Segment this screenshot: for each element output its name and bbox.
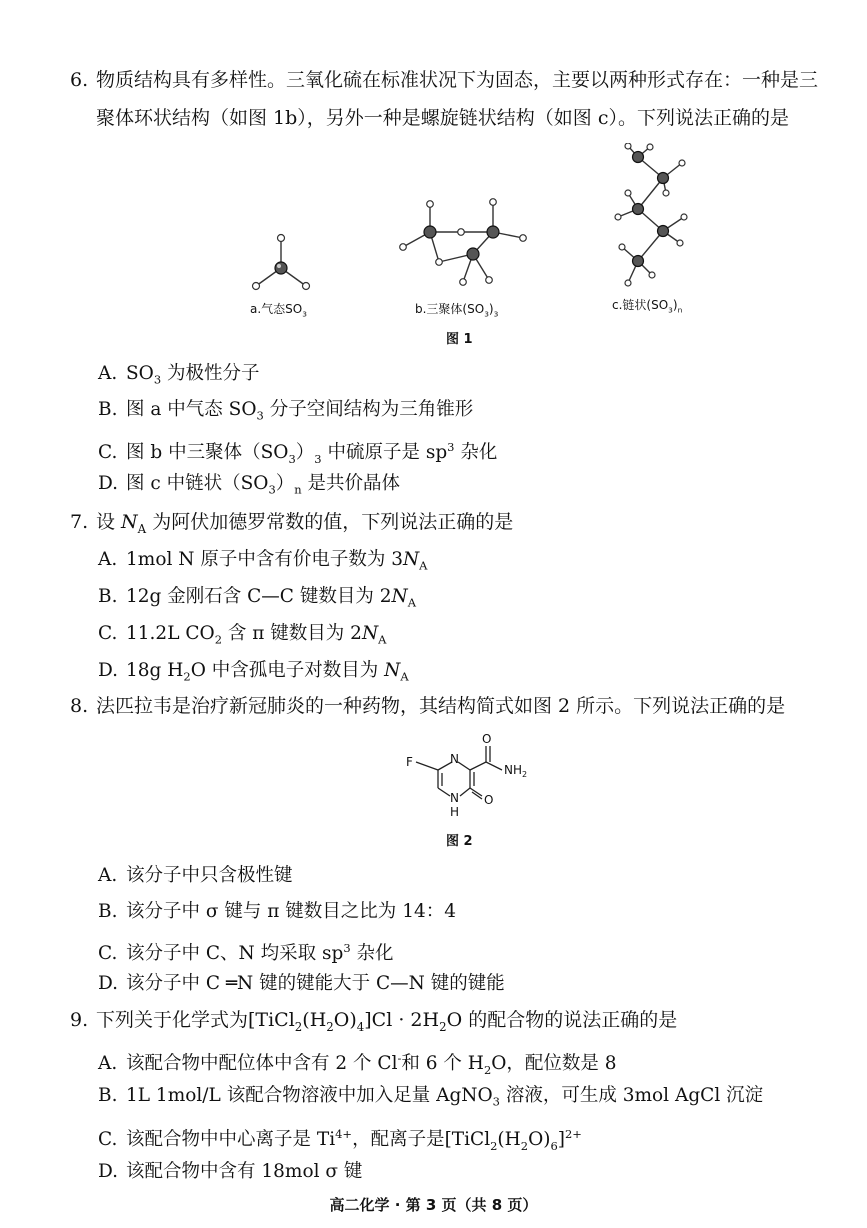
q6-option-d: D. 图 c 中链状$(SO_3)_n$ 是共价晶体 bbox=[98, 473, 401, 497]
q8-option-d: D. 该分子中 C ═N 键的键能大于 C—N 键的键能 bbox=[98, 973, 505, 994]
question-text: 物质结构具有多样性。三氧化硫在标准状况下为固态，主要以两种形式存在：一种是三 bbox=[96, 69, 819, 91]
atom-f: F bbox=[406, 755, 413, 769]
question-number: 8. bbox=[70, 695, 89, 717]
q9-option-a: A. 该配合物中配位体中含有 2 个 Cl-和 6 个 $H_2O$，配位数是 8 bbox=[98, 1051, 617, 1077]
figure-1c-molecule bbox=[608, 143, 698, 298]
q9-option-b: B. 1L 1mol/L 该配合物溶液中加入足量 AgNO$_3$ 溶液，可生成 3mol AgCl 沉淀 bbox=[98, 1085, 764, 1109]
question-6-line2: 聚体环状结构（如图 1b），另外一种是螺旋链状结构（如图 c）。下列说法正确的是 bbox=[96, 107, 789, 129]
question-6-line1 bbox=[70, 66, 818, 94]
q8-option-c: C. 该分子中 C、N 均采取 $sp^3$ 杂化 bbox=[98, 941, 394, 965]
q7-option-c: C. 11.2L $CO_2$ 含 π 键数目为 $2N_A$ bbox=[98, 623, 387, 647]
q6-option-a: A. $SO_3$ 为极性分子 bbox=[98, 363, 260, 387]
q7-option-d: D. 18g $H_2O$ 中含孤电子对数目为 $N_A$ bbox=[98, 660, 409, 684]
q9-option-c: C. 该配合物中中心离子是 $Ti^{4+}$，配离子是$[TiCl_2(H_2O)_6]^{2+}$ bbox=[98, 1127, 582, 1153]
question-number: 6. bbox=[70, 69, 89, 91]
q8-option-a: A. 该分子中只含极性键 bbox=[98, 865, 293, 886]
question-9: 9. 下列关于化学式为$[TiCl_2(H_2O)_4]Cl \cdot 2H_2O$ 的配合物的说法正确的是 bbox=[70, 1006, 677, 1041]
page-footer: 高二化学 · 第 3 页（共 8 页） bbox=[329, 1196, 538, 1214]
q7-option-b: B. 12g 金刚石含 C—C 键数目为 $2N_A$ bbox=[98, 586, 416, 610]
figure-2-title: 图 2 bbox=[446, 834, 473, 849]
figure-1a-caption: a.气态$SO_3$ bbox=[250, 302, 307, 319]
q8-option-b: B. 该分子中 σ 键与 π 键数目之比为 14：4 bbox=[98, 901, 457, 922]
q6-option-c: C. 图 b 中三聚体$(SO_3)_3$ 中硫原子是 $sp^3$ 杂化 bbox=[98, 440, 498, 466]
q7-option-a: A. 1mol N 原子中含有价电子数为 $3N_A$ bbox=[98, 549, 428, 573]
figure-1b-caption: b.三聚体$(SO_3)_3$ bbox=[415, 302, 499, 319]
question-8: 8. 法匹拉韦是治疗新冠肺炎的一种药物，其结构简式如图 2 所示。下列说法正确的是 bbox=[70, 692, 785, 720]
figure-1c-caption: c.链状$(SO_3)_n$ bbox=[612, 298, 683, 315]
q9-option-d: D. 该配合物中含有 18mol σ 键 bbox=[98, 1161, 363, 1182]
question-number: 9. bbox=[70, 1009, 89, 1031]
atom-h: H bbox=[450, 805, 460, 819]
figure-1b-molecule bbox=[395, 192, 535, 292]
atom-o-bottom: O bbox=[484, 793, 494, 807]
figure-2-structure bbox=[400, 728, 540, 828]
atom-n-top: N bbox=[450, 752, 459, 766]
figure-1a-molecule bbox=[246, 228, 316, 298]
q6-option-b: B. 图 a 中气态 $SO_3$ 分子空间结构为三角锥形 bbox=[98, 399, 474, 423]
question-number: 7. bbox=[70, 511, 89, 533]
atom-o-top: O bbox=[482, 732, 492, 746]
question-7: 7. 设 $N_A$ 为阿伏加德罗常数的值，下列说法正确的是 bbox=[70, 508, 513, 543]
figure-1-title: 图 1 bbox=[446, 332, 473, 347]
atom-n-bottom: N bbox=[450, 791, 459, 805]
group-nh2: $NH_2$ bbox=[504, 763, 528, 779]
